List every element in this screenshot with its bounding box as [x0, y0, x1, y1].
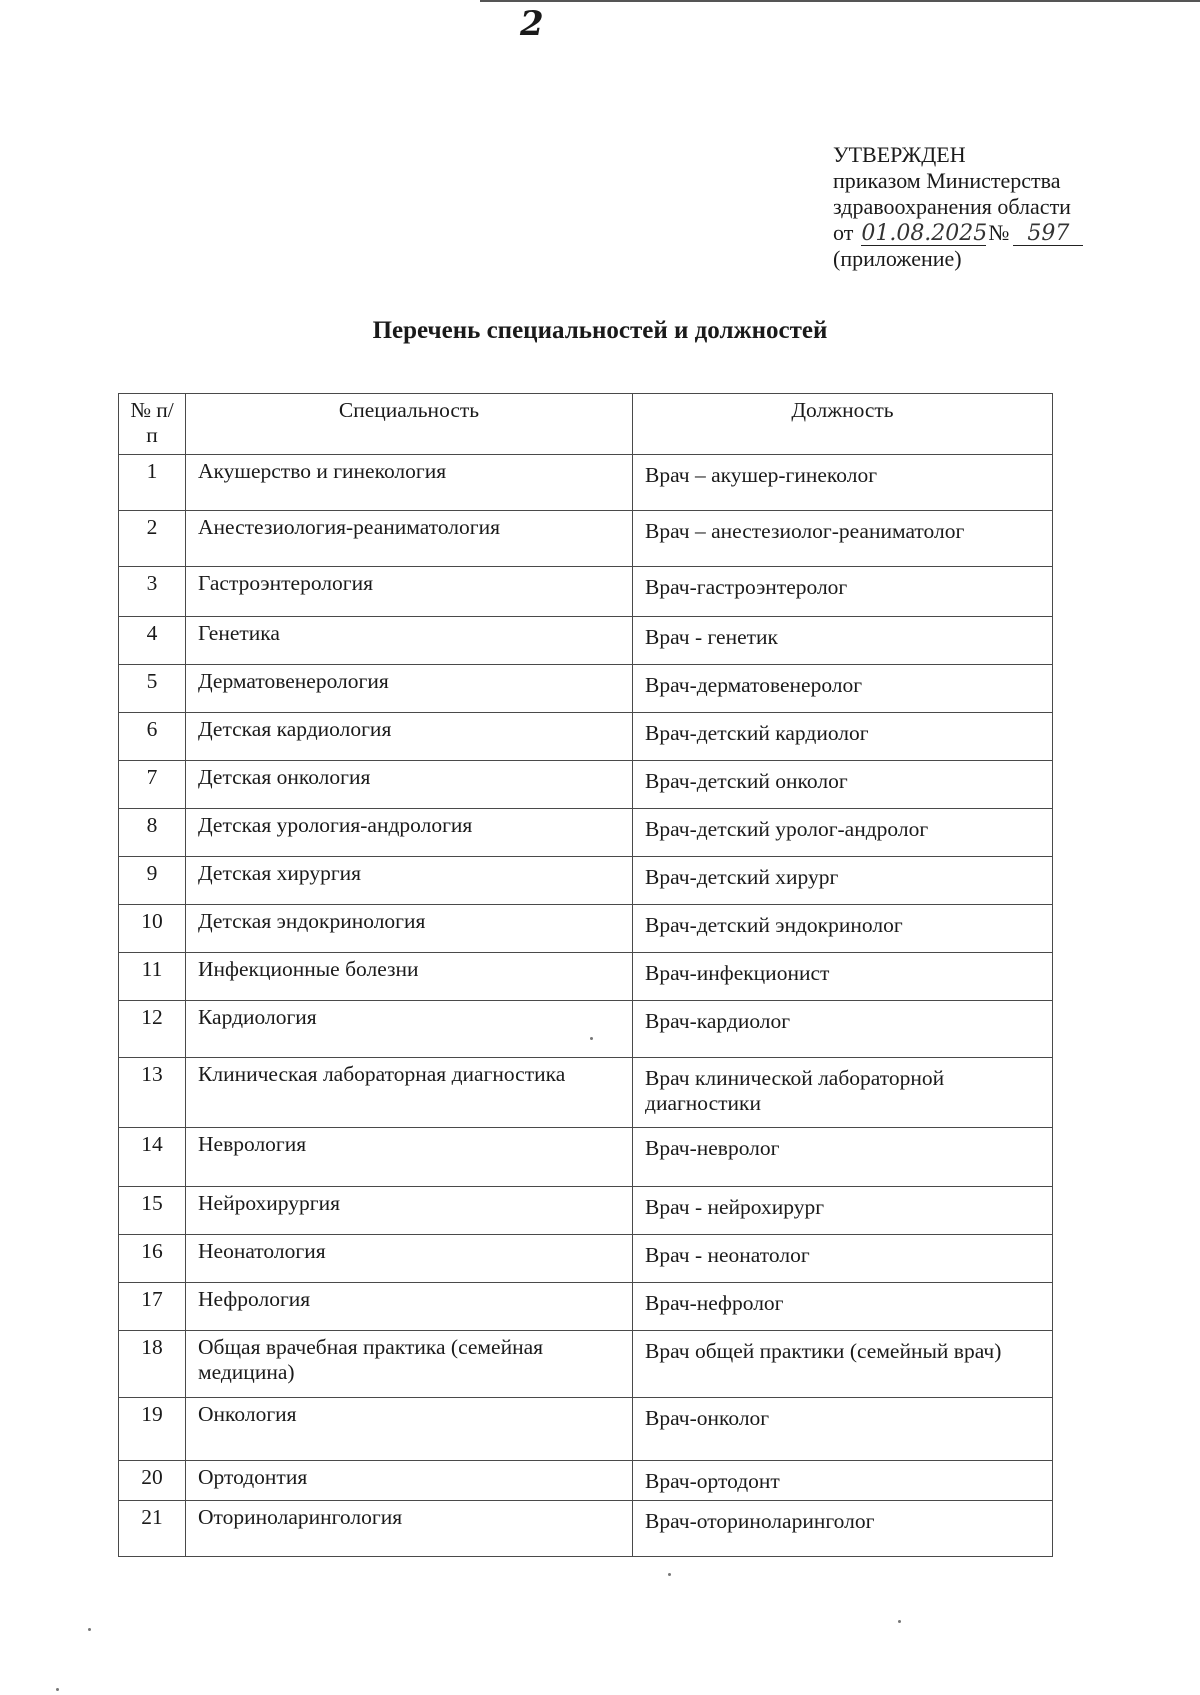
row-specialty: Инфекционные болезни — [186, 953, 633, 1001]
row-specialty: Детская онкология — [186, 761, 633, 809]
row-number: 21 — [119, 1501, 186, 1557]
row-position: Врач-инфекционист — [633, 953, 1053, 1001]
row-specialty: Общая врачебная практика (семейная медицина) — [186, 1331, 633, 1398]
table-row — [119, 953, 1053, 1001]
table-row — [119, 1501, 1053, 1557]
row-position: Врач - неонатолог — [633, 1235, 1053, 1283]
row-specialty: Детская эндокринология — [186, 905, 633, 953]
row-number: 19 — [119, 1398, 186, 1461]
approval-number-sign: № — [988, 220, 1010, 245]
row-position: Врач - нейрохирург — [633, 1187, 1053, 1235]
row-specialty: Клиническая лабораторная диагностика — [186, 1058, 633, 1128]
row-number: 1 — [119, 455, 186, 511]
approval-from-label: от — [833, 220, 854, 245]
row-number: 4 — [119, 617, 186, 665]
row-number: 15 — [119, 1187, 186, 1235]
header-position: Должность — [633, 394, 1053, 455]
table-row — [119, 567, 1053, 617]
row-specialty: Акушерство и гинекология — [186, 455, 633, 511]
row-number: 12 — [119, 1001, 186, 1058]
approval-line-ministry: здравоохранения области — [833, 194, 1071, 219]
row-position: Врач-дерматовенеролог — [633, 665, 1053, 713]
row-specialty: Неврология — [186, 1128, 633, 1187]
table-row — [119, 1128, 1053, 1187]
row-position: Врач-детский уролог-андролог — [633, 809, 1053, 857]
row-position: Врач-оториноларинголог — [633, 1501, 1053, 1557]
row-specialty: Гастроэнтерология — [186, 567, 633, 617]
row-position: Врач-ортодонт — [633, 1461, 1053, 1501]
approval-stamp-block — [833, 142, 1083, 272]
row-position: Врач-гастроэнтеролог — [633, 567, 1053, 617]
row-specialty: Детская урология-андрология — [186, 809, 633, 857]
table-row — [119, 1461, 1053, 1501]
row-number: 8 — [119, 809, 186, 857]
row-position: Врач-онколог — [633, 1398, 1053, 1461]
table-row — [119, 1001, 1053, 1058]
scan-top-edge — [480, 0, 1200, 2]
scan-speck — [56, 1688, 59, 1691]
row-specialty: Нефрология — [186, 1283, 633, 1331]
table-row — [119, 1058, 1053, 1128]
table-row — [119, 905, 1053, 953]
approval-date: 01.08.2025 — [861, 221, 988, 246]
row-number: 14 — [119, 1128, 186, 1187]
header-number: № п/п — [119, 394, 186, 455]
table-row — [119, 1283, 1053, 1331]
row-position: Врач-кардиолог — [633, 1001, 1053, 1058]
table-row — [119, 1235, 1053, 1283]
row-number: 20 — [119, 1461, 186, 1501]
document-title: Перечень специальностей и должностей — [372, 317, 828, 344]
table-header-row — [119, 394, 1053, 455]
row-specialty: Анестезиология-реаниматология — [186, 511, 633, 567]
row-specialty: Онкология — [186, 1398, 633, 1461]
row-number: 6 — [119, 713, 186, 761]
table-row — [119, 857, 1053, 905]
row-number: 9 — [119, 857, 186, 905]
row-number: 13 — [119, 1058, 186, 1128]
row-position: Врач-детский хирург — [633, 857, 1053, 905]
row-number: 11 — [119, 953, 186, 1001]
table-row — [119, 809, 1053, 857]
table-row — [119, 1398, 1053, 1461]
row-position: Врач – акушер-гинеколог — [633, 455, 1053, 511]
approval-heading: УТВЕРЖДЕН — [833, 142, 966, 167]
row-position: Врач-невролог — [633, 1128, 1053, 1187]
scan-speck — [668, 1573, 671, 1576]
row-number: 2 — [119, 511, 186, 567]
row-specialty: Дерматовенерология — [186, 665, 633, 713]
row-specialty: Кардиология — [186, 1001, 633, 1058]
row-number: 18 — [119, 1331, 186, 1398]
table-row — [119, 1187, 1053, 1235]
row-position: Врач – анестезиолог-реаниматолог — [633, 511, 1053, 567]
approval-date-number-line — [833, 220, 1083, 246]
row-number: 17 — [119, 1283, 186, 1331]
row-specialty: Неонатология — [186, 1235, 633, 1283]
row-specialty: Детская хирургия — [186, 857, 633, 905]
specialties-table — [118, 393, 1053, 1557]
table-row — [119, 617, 1053, 665]
approval-line-order: приказом Министерства — [833, 168, 1061, 193]
table-row — [119, 665, 1053, 713]
row-position: Врач клинической лабораторной диагностики — [633, 1058, 1053, 1128]
table-row — [119, 455, 1053, 511]
table-row — [119, 713, 1053, 761]
approval-number: 597 — [1013, 223, 1083, 246]
table-row — [119, 761, 1053, 809]
row-specialty: Нейрохирургия — [186, 1187, 633, 1235]
row-position: Врач-детский онколог — [633, 761, 1053, 809]
row-number: 5 — [119, 665, 186, 713]
row-number: 16 — [119, 1235, 186, 1283]
scan-speck — [88, 1628, 91, 1631]
row-number: 3 — [119, 567, 186, 617]
scan-speck — [590, 1037, 593, 1040]
row-position: Врач-нефролог — [633, 1283, 1053, 1331]
row-position: Врач общей практики (семейный врач) — [633, 1331, 1053, 1398]
row-specialty: Ортодонтия — [186, 1461, 633, 1501]
header-specialty: Специальность — [186, 394, 633, 455]
row-specialty: Детская кардиология — [186, 713, 633, 761]
row-specialty: Генетика — [186, 617, 633, 665]
row-number: 7 — [119, 761, 186, 809]
row-position: Врач - генетик — [633, 617, 1053, 665]
table-row — [119, 1331, 1053, 1398]
table-row — [119, 511, 1053, 567]
row-position: Врач-детский эндокринолог — [633, 905, 1053, 953]
row-number: 10 — [119, 905, 186, 953]
row-specialty: Оториноларингология — [186, 1501, 633, 1557]
approval-appendix-note: (приложение) — [833, 246, 962, 271]
scan-speck — [898, 1620, 901, 1623]
page-number: 2 — [520, 4, 544, 44]
row-position: Врач-детский кардиолог — [633, 713, 1053, 761]
